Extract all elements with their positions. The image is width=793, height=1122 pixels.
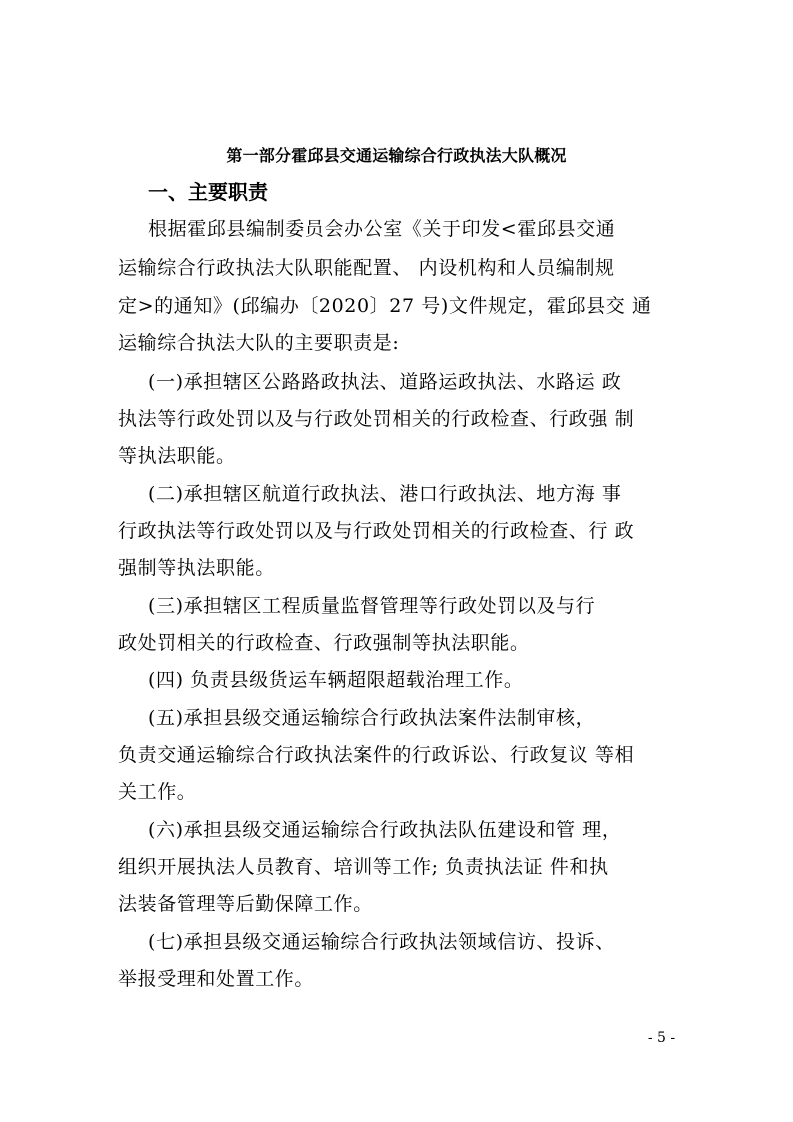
paragraph-line: 政处罚相关的行政检查、行政强制等执法职能。 [118, 632, 530, 654]
paragraph-line: (五)承担县级交通运输综合行政执法案件法制审核， [148, 707, 596, 729]
paragraph-line: 组织开展执法人员教育、培训等工作; 负责执法证 件和执 [118, 856, 609, 878]
paragraph-line: 负责交通运输综合行政执法案件的行政诉讼、行政复议 等相 [118, 744, 635, 766]
paragraph-line: (一)承担辖区公路路政执法、道路运政执法、水路运 政 [148, 371, 622, 393]
paragraph-line: (四) 负责县级货运车辆超限超载治理工作。 [148, 669, 524, 691]
paragraph-line: 运输综合执法大队的主要职责是: [118, 332, 400, 354]
section-heading: 一、主要职责 [148, 180, 268, 204]
paragraph-line: (三)承担辖区工程质量监督管理等行政处罚以及与行 [148, 595, 596, 617]
paragraph-line: 运输综合行政执法大队职能配置、 内设机构和人员编制规 [118, 257, 615, 279]
paragraph-line: 法装备管理等后勤保障工作。 [118, 893, 373, 915]
paragraph-line: 关工作。 [118, 781, 197, 803]
paragraph-line: 执法等行政处罚以及与行政处罚相关的行政检查、行政强 制 [118, 408, 635, 430]
paragraph-line: 行政执法等行政处罚以及与行政处罚相关的行政检查、行 政 [118, 520, 635, 542]
paragraph-line: 强制等执法职能。 [118, 557, 275, 579]
paragraph-line: 等执法职能。 [118, 445, 236, 467]
paragraph-line: (二)承担辖区航道行政执法、港口行政执法、地方海 事 [148, 483, 622, 505]
page-title: 第一部分霍邱县交通运输综合行政执法大队概况 [226, 146, 567, 165]
paragraph-line: 举报受理和处置工作。 [118, 968, 315, 990]
paragraph-line: 根据霍邱县编制委员会办公室《关于印发<霍邱县交通 [148, 218, 616, 240]
paragraph-line: (七)承担县级交通运输综合行政执法领域信访、投诉、 [148, 931, 615, 953]
page-number: - 5 - [647, 1030, 676, 1046]
paragraph-line: 定>的通知》(邱编办〔2020〕27 号)文件规定，霍邱县交 通 [118, 295, 652, 317]
paragraph-line: (六)承担县级交通运输综合行政执法队伍建设和管 理， [148, 819, 622, 841]
